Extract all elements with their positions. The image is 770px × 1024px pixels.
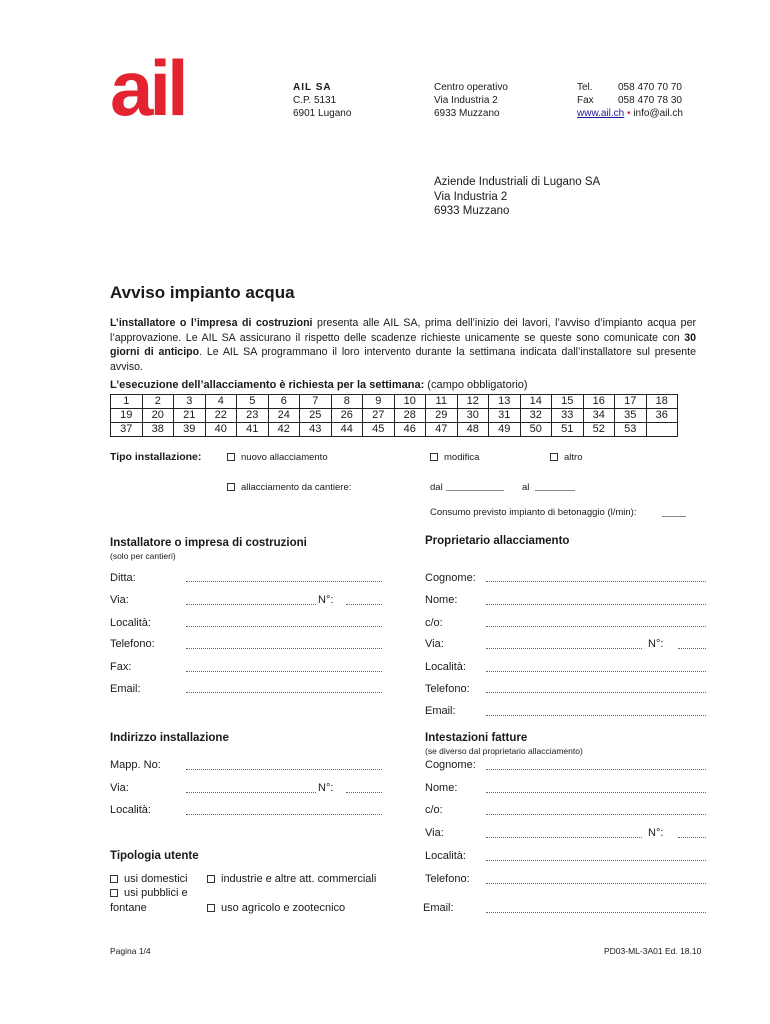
billing-localita-label: Località:	[425, 850, 466, 862]
installer-email-label: Email:	[110, 683, 141, 695]
install-no-field[interactable]	[346, 792, 382, 793]
company-city: 6901 Lugano	[293, 108, 352, 119]
week-cell[interactable]: 52	[583, 423, 615, 437]
week-cell[interactable]: 25	[300, 409, 332, 423]
installer-localita-field[interactable]	[186, 626, 382, 627]
option-other-label: altro	[564, 452, 583, 463]
billing-via-label: Via:	[425, 827, 444, 839]
installer-telefono-field[interactable]	[186, 648, 382, 649]
week-cell[interactable]: 46	[394, 423, 426, 437]
option-public-label: usi pubblici e	[124, 887, 188, 899]
install-localita-label: Località:	[110, 804, 151, 816]
install-localita-field[interactable]	[186, 814, 382, 815]
install-via-field[interactable]	[186, 792, 316, 793]
week-cell[interactable]: 47	[426, 423, 458, 437]
week-cell[interactable]: 39	[174, 423, 206, 437]
owner-no-label: N°:	[648, 638, 664, 650]
checkbox-other[interactable]	[550, 453, 558, 461]
week-cell[interactable]: 34	[583, 409, 615, 423]
week-cell[interactable]: 36	[646, 409, 678, 423]
option-other[interactable]	[550, 452, 582, 463]
install-address-title: Indirizzo installazione	[110, 732, 229, 744]
owner-co-field[interactable]	[486, 626, 706, 627]
installer-email-field[interactable]	[186, 692, 382, 693]
installer-ditta-field[interactable]	[186, 581, 382, 582]
operations-city: 6933 Muzzano	[434, 108, 500, 119]
weeks-heading	[110, 379, 528, 391]
consumption-label: Consumo previsto impianto di betonaggio (l/min):	[430, 507, 637, 518]
intro-bold-2: 30 giorni di anticipo	[110, 331, 696, 358]
checkbox-new-connection[interactable]	[227, 453, 235, 461]
week-cell	[646, 423, 678, 437]
week-cell[interactable]: 9	[363, 395, 395, 409]
weeks-row	[111, 423, 678, 437]
billing-no-field[interactable]	[678, 837, 706, 838]
owner-email-field[interactable]	[486, 715, 706, 716]
installer-title: Installatore o impresa di costruzioni	[110, 537, 307, 549]
week-cell[interactable]: 15	[552, 395, 584, 409]
option-site-connection-label: allacciamento da cantiere:	[241, 482, 352, 493]
option-modify[interactable]	[430, 452, 479, 463]
option-modify-label: modifica	[444, 452, 480, 463]
week-cell[interactable]: 28	[394, 409, 426, 423]
intro-bold-1: L’installatore o l’impresa di costruzioni	[110, 317, 313, 329]
owner-co-label: c/o:	[425, 617, 443, 629]
week-cell[interactable]: 24	[268, 409, 300, 423]
week-cell[interactable]: 11	[426, 395, 458, 409]
page-title: Avviso impianto acqua	[110, 283, 295, 302]
billing-no-label: N°:	[648, 827, 664, 839]
week-cell[interactable]: 20	[142, 409, 174, 423]
checkbox-modify[interactable]	[430, 453, 438, 461]
install-no-label: N°:	[318, 782, 334, 794]
week-cell[interactable]: 33	[552, 409, 584, 423]
checkbox-agriculture[interactable]	[207, 904, 215, 912]
company-block	[293, 81, 351, 120]
week-cell[interactable]: 8	[331, 395, 363, 409]
weeks-table	[110, 394, 678, 437]
option-agriculture[interactable]	[207, 902, 345, 914]
week-cell[interactable]: 4	[205, 395, 237, 409]
page-number: Pagina 1/4	[110, 946, 151, 956]
option-industry[interactable]	[207, 873, 376, 885]
tel-number: 058 470 70 70	[618, 82, 682, 93]
week-cell[interactable]: 44	[331, 423, 363, 437]
billing-email-label: Email:	[423, 902, 454, 914]
install-type-label: Tipo installazione:	[110, 451, 202, 463]
owner-localita-field[interactable]	[486, 671, 706, 672]
email-link[interactable]: info@ail.ch	[633, 108, 683, 119]
week-cell[interactable]: 19	[111, 409, 143, 423]
owner-cognome-field[interactable]	[486, 581, 706, 582]
installer-no-label: N°:	[318, 594, 334, 606]
checkbox-domestic[interactable]	[110, 875, 118, 883]
ail-logo: ail	[110, 44, 185, 132]
week-cell[interactable]: 18	[646, 395, 678, 409]
from-date-field[interactable]	[446, 490, 504, 491]
week-cell[interactable]: 40	[205, 423, 237, 437]
recipient-line-1: Aziende Industriali di Lugano SA	[434, 176, 601, 188]
week-cell[interactable]: 13	[489, 395, 521, 409]
week-cell[interactable]: 51	[552, 423, 584, 437]
owner-via-field[interactable]	[486, 648, 642, 649]
option-new-connection-label: nuovo allacciamento	[241, 452, 328, 463]
week-cell[interactable]: 27	[363, 409, 395, 423]
billing-localita-field[interactable]	[486, 860, 706, 861]
week-cell[interactable]: 38	[142, 423, 174, 437]
consumption-field[interactable]	[662, 516, 686, 517]
week-cell[interactable]: 41	[237, 423, 269, 437]
week-cell[interactable]: 45	[363, 423, 395, 437]
weeks-heading-note: (campo obbligatorio)	[424, 379, 528, 391]
option-site-connection[interactable]	[227, 482, 351, 493]
billing-via-field[interactable]	[486, 837, 642, 838]
install-mapp-field[interactable]	[186, 769, 382, 770]
option-domestic-label: usi domestici	[124, 873, 188, 885]
install-mapp-label: Mapp. No:	[110, 759, 161, 771]
week-cell[interactable]: 30	[457, 409, 489, 423]
billing-co-field[interactable]	[486, 814, 706, 815]
billing-co-label: c/o:	[425, 804, 443, 816]
separator-dot: •	[627, 108, 631, 119]
intro-text-1: presenta alle AIL SA, prima dell’inizio dei lavori, l’avviso d’impianto acqua per l’approvazione. Le AIL SA assicurano il rispetto delle scadenze richieste unicamente se queste sono comunicate con	[110, 317, 696, 344]
intro-paragraph	[110, 316, 696, 374]
installer-fax-label: Fax:	[110, 661, 132, 673]
week-cell[interactable]: 26	[331, 409, 363, 423]
company-name: AIL SA	[293, 82, 332, 93]
week-cell[interactable]: 10	[394, 395, 426, 409]
owner-telefono-label: Telefono:	[425, 683, 470, 695]
billing-nome-label: Nome:	[425, 782, 458, 794]
week-cell[interactable]: 48	[457, 423, 489, 437]
week-cell[interactable]: 35	[615, 409, 647, 423]
installer-ditta-label: Ditta:	[110, 572, 136, 584]
operations-street: Via Industria 2	[434, 95, 498, 106]
installer-via-field[interactable]	[186, 604, 316, 605]
checkbox-industry[interactable]	[207, 875, 215, 883]
weeks-heading-bold: L’esecuzione dell’allacciamento è richiesta per la settimana:	[110, 379, 425, 391]
week-cell[interactable]: 2	[142, 395, 174, 409]
option-public-line2: fontane	[110, 902, 147, 914]
option-agriculture-label: uso agricolo e zootecnico	[221, 902, 346, 914]
week-cell[interactable]: 42	[268, 423, 300, 437]
billing-cognome-label: Cognome:	[425, 759, 476, 771]
user-type-title: Tipologia utente	[110, 850, 199, 862]
option-domestic[interactable]	[110, 873, 188, 885]
week-cell[interactable]: 22	[205, 409, 237, 423]
fax-label: Fax	[577, 95, 594, 106]
installer-via-label: Via:	[110, 594, 129, 606]
fax-number: 058 470 78 30	[618, 95, 682, 106]
installer-localita-label: Località:	[110, 617, 151, 629]
billing-nome-field[interactable]	[486, 792, 706, 793]
week-cell[interactable]: 43	[300, 423, 332, 437]
from-date-label: dal	[430, 482, 443, 493]
contacts-block	[577, 81, 683, 120]
week-cell[interactable]: 7	[300, 395, 332, 409]
week-cell[interactable]: 31	[489, 409, 521, 423]
week-cell[interactable]: 50	[520, 423, 552, 437]
option-industry-label: industrie e altre att. commerciali	[221, 873, 377, 885]
installer-note: (solo per cantieri)	[110, 551, 176, 561]
option-public[interactable]	[110, 887, 188, 899]
week-cell[interactable]: 5	[237, 395, 269, 409]
weeks-row	[111, 395, 678, 409]
week-cell[interactable]: 12	[457, 395, 489, 409]
week-cell[interactable]: 21	[174, 409, 206, 423]
owner-localita-label: Località:	[425, 661, 466, 673]
owner-nome-field[interactable]	[486, 604, 706, 605]
checkbox-public[interactable]	[110, 889, 118, 897]
week-cell[interactable]: 16	[583, 395, 615, 409]
option-new-connection[interactable]	[227, 452, 328, 463]
weeks-row	[111, 409, 678, 423]
recipient-address	[434, 175, 600, 219]
week-cell[interactable]: 17	[615, 395, 647, 409]
operations-block	[434, 81, 508, 120]
billing-email-field[interactable]	[486, 912, 706, 913]
company-po-box: C.P. 5131	[293, 95, 337, 106]
billing-note: (se diverso dal proprietario allacciamento)	[425, 746, 583, 756]
owner-no-field[interactable]	[678, 648, 706, 649]
billing-telefono-label: Telefono:	[425, 873, 470, 885]
week-cell[interactable]: 14	[520, 395, 552, 409]
checkbox-site-connection[interactable]	[227, 483, 235, 491]
week-cell[interactable]: 29	[426, 409, 458, 423]
owner-cognome-label: Cognome:	[425, 572, 476, 584]
intro-text-2: . Le AIL SA programmano il loro intervento durante la settimana indicata dall’installatore sul presente avviso.	[110, 346, 696, 373]
week-cell[interactable]: 23	[237, 409, 269, 423]
owner-nome-label: Nome:	[425, 594, 458, 606]
operations-title: Centro operativo	[434, 82, 508, 93]
week-cell[interactable]: 53	[615, 423, 647, 437]
owner-telefono-field[interactable]	[486, 692, 706, 693]
owner-email-label: Email:	[425, 705, 456, 717]
to-date-field[interactable]	[535, 490, 575, 491]
installer-no-field[interactable]	[346, 604, 382, 605]
tel-label: Tel.	[577, 82, 593, 93]
week-cell[interactable]: 32	[520, 409, 552, 423]
document-code: PD03-ML-3A01 Ed. 18.10	[604, 946, 702, 956]
installer-telefono-label: Telefono:	[110, 638, 155, 650]
week-cell[interactable]: 1	[111, 395, 143, 409]
billing-cognome-field[interactable]	[486, 769, 706, 770]
to-date-label: al	[522, 482, 530, 493]
billing-telefono-field[interactable]	[486, 883, 706, 884]
installer-fax-field[interactable]	[186, 671, 382, 672]
week-cell[interactable]: 49	[489, 423, 521, 437]
owner-title: Proprietario allacciamento	[425, 535, 570, 547]
week-cell[interactable]: 3	[174, 395, 206, 409]
install-via-label: Via:	[110, 782, 129, 794]
week-cell[interactable]: 6	[268, 395, 300, 409]
owner-via-label: Via:	[425, 638, 444, 650]
website-link[interactable]: www.ail.ch	[577, 108, 625, 119]
recipient-line-3: 6933 Muzzano	[434, 205, 510, 217]
billing-title: Intestazioni fatture	[425, 732, 528, 744]
recipient-line-2: Via Industria 2	[434, 190, 508, 203]
week-cell[interactable]: 37	[111, 423, 143, 437]
